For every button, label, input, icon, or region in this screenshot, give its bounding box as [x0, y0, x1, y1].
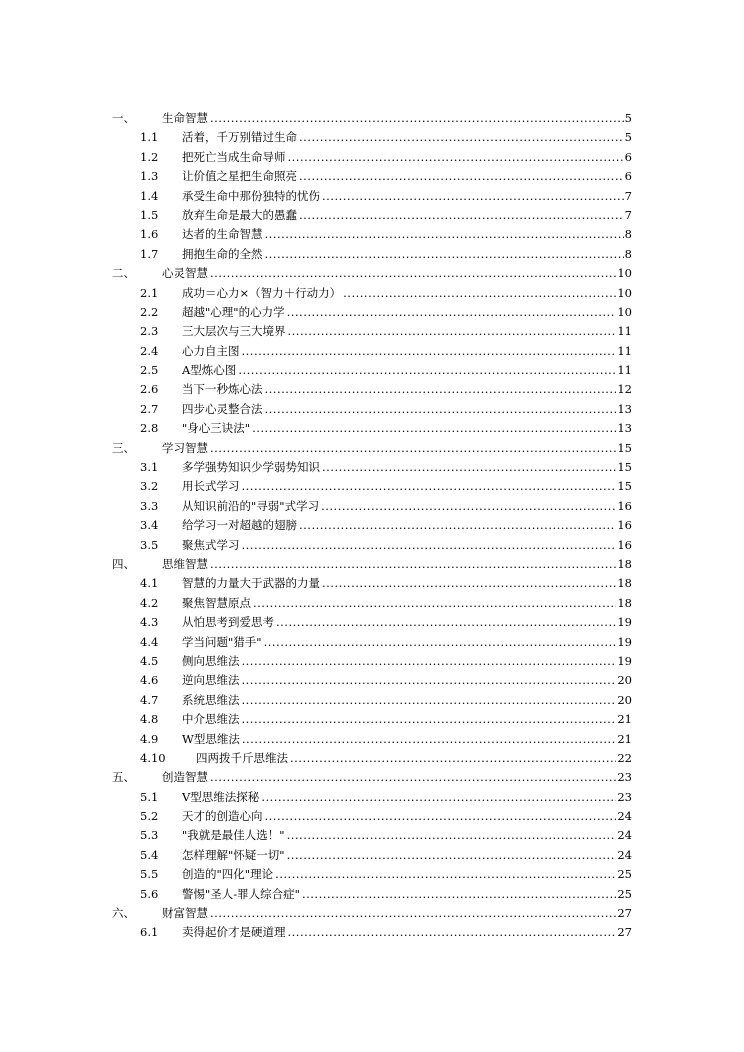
toc-entry-title: "我就是最佳人选！" [182, 828, 285, 843]
toc-page-number: 21 [617, 712, 632, 727]
toc-entry-title: 创造智慧 [162, 770, 208, 785]
dot-leader [299, 128, 624, 147]
toc-page-number: 11 [617, 363, 632, 378]
dot-leader [265, 400, 617, 419]
toc-page-number: 25 [617, 886, 632, 901]
toc-page-number: 25 [617, 867, 632, 882]
toc-section-entry[interactable] [112, 322, 632, 341]
toc-entry-number: 4.7 [140, 692, 159, 707]
toc-entry-number: 5.1 [140, 789, 159, 804]
toc-entry-title-line [182, 691, 632, 710]
toc-chapter-entry[interactable] [112, 904, 632, 923]
toc-entry-number: 2.8 [140, 421, 159, 436]
toc-entry-title-line [182, 322, 632, 341]
toc-chapter-entry[interactable] [112, 768, 632, 787]
toc-entry-title: "身心三诀法" [182, 421, 251, 436]
toc-page-number: 23 [617, 789, 632, 804]
toc-entry-number: 3.4 [140, 518, 159, 533]
toc-entry-number: 4.2 [140, 595, 159, 610]
toc-page-number: 11 [617, 324, 632, 339]
toc-section-entry[interactable] [112, 206, 632, 225]
dot-leader [287, 303, 617, 322]
toc-section-entry[interactable] [112, 419, 632, 438]
dot-leader [288, 923, 617, 942]
toc-section-entry[interactable] [112, 574, 632, 593]
dot-leader [290, 749, 616, 768]
dot-leader [242, 652, 617, 671]
toc-entry-number: 4.4 [140, 634, 159, 649]
toc-entry-title: 超越"心理"的心力学 [182, 304, 285, 319]
toc-entry-title-line [182, 613, 632, 632]
toc-entry-title: 警惕"圣人-罪人综合症" [182, 886, 300, 901]
toc-entry-title: 心灵智慧 [162, 266, 208, 281]
toc-entry-title: 四步心灵整合法 [182, 401, 263, 416]
toc-page-number: 22 [617, 750, 632, 765]
dot-leader [287, 826, 617, 845]
toc-page-number: 20 [617, 692, 632, 707]
toc-entry-title-line [182, 826, 632, 845]
toc-entry-number: 2.7 [140, 401, 159, 416]
dot-leader [299, 167, 624, 186]
toc-section-entry[interactable] [112, 380, 632, 399]
toc-section-entry[interactable] [112, 846, 632, 865]
toc-entry-title-line [182, 516, 632, 535]
toc-section-entry[interactable] [112, 652, 632, 671]
toc-page-number: 8 [624, 246, 632, 261]
toc-section-entry[interactable] [112, 361, 632, 380]
toc-page-number: 15 [617, 460, 632, 475]
toc-entry-title-line [182, 187, 632, 206]
toc-entry-number: 1.1 [140, 130, 159, 145]
toc-section-entry[interactable] [112, 536, 632, 555]
toc-page-number: 6 [624, 149, 632, 164]
toc-entry-title-line [182, 167, 632, 186]
dot-leader [302, 885, 616, 904]
dot-leader [276, 613, 616, 632]
dot-leader [343, 284, 616, 303]
toc-page-number: 21 [617, 731, 632, 746]
toc-section-entry[interactable] [112, 885, 632, 904]
toc-entry-title-line [182, 284, 632, 303]
toc-entry-number: 一、 [112, 111, 135, 125]
toc-page-number: 27 [617, 906, 632, 921]
toc-page-number: 18 [617, 576, 632, 591]
toc-entry-title-line [162, 768, 632, 787]
toc-entry-number: 5.3 [140, 828, 159, 843]
toc-entry-title-line [196, 749, 632, 768]
toc-page-number: 7 [624, 188, 632, 203]
toc-entry-number: 5.5 [140, 867, 159, 882]
toc-page-number: 5 [624, 111, 632, 125]
dot-leader [275, 865, 616, 884]
toc-entry-title: 成功＝心力×（智力＋行动力） [182, 285, 342, 300]
toc-entry-number: 6.1 [140, 925, 159, 940]
dot-leader [210, 555, 616, 574]
toc-entry-title: 从知识前沿的"寻弱"式学习 [182, 498, 320, 513]
toc-entry-title-line [182, 419, 632, 438]
toc-entry-title: 三大层次与三大境界 [182, 324, 286, 339]
dot-leader [238, 361, 616, 380]
toc-section-entry[interactable] [112, 807, 632, 826]
toc-entry-title: 聚焦式学习 [182, 537, 240, 552]
toc-page-number: 24 [617, 809, 632, 824]
toc-entry-title-line [162, 439, 632, 458]
toc-entry-title-line [182, 497, 632, 516]
toc-entry-title-line [182, 477, 632, 496]
toc-section-entry[interactable] [112, 749, 632, 768]
toc-entry-title-line [182, 730, 632, 749]
toc-entry-title-line [182, 225, 632, 244]
toc-entry-title-line [182, 245, 632, 264]
toc-section-entry[interactable] [112, 477, 632, 496]
toc-section-entry[interactable] [112, 671, 632, 690]
toc-entry-title-line [182, 342, 632, 361]
dot-leader [265, 245, 624, 264]
toc-section-entry[interactable] [112, 187, 632, 206]
toc-section-entry[interactable] [112, 691, 632, 710]
toc-entry-title: 创造的"四化"理论 [182, 867, 274, 882]
toc-entry-title: 用长式学习 [182, 479, 240, 494]
dot-leader [210, 264, 616, 283]
toc-section-entry[interactable] [112, 594, 632, 613]
toc-section-entry[interactable] [112, 788, 632, 807]
toc-entry-title: 多学强势知识少学弱势知识 [182, 460, 320, 475]
toc-entry-title: 逆向思维法 [182, 673, 240, 688]
dot-leader [321, 497, 616, 516]
toc-entry-title-line [182, 361, 632, 380]
toc-entry-number: 五、 [112, 770, 135, 785]
toc-section-entry[interactable] [112, 148, 632, 167]
toc-entry-number: 2.6 [140, 382, 159, 397]
dot-leader [242, 730, 617, 749]
toc-entry-title: 财富智慧 [162, 906, 208, 921]
toc-page-number: 16 [617, 498, 632, 513]
toc-page-number: 19 [617, 615, 632, 630]
toc-page-number: 10 [617, 285, 632, 300]
dot-leader [264, 633, 617, 652]
dot-leader [242, 710, 617, 729]
toc-entry-title-line [182, 400, 632, 419]
toc-entry-number: 3.3 [140, 498, 159, 513]
dot-leader [253, 594, 616, 613]
toc-entry-title: 让价值之星把生命照亮 [182, 169, 297, 184]
toc-entry-number: 1.4 [140, 188, 159, 203]
toc-chapter-entry[interactable] [112, 264, 632, 283]
toc-page-number: 15 [617, 440, 632, 455]
toc-section-entry[interactable] [112, 128, 632, 147]
dot-leader [299, 516, 616, 535]
toc-section-entry[interactable] [112, 826, 632, 845]
toc-section-entry[interactable] [112, 400, 632, 419]
dot-leader [210, 904, 616, 923]
toc-entry-number: 1.2 [140, 149, 159, 164]
toc-entry-title: V型思维法探秘 [182, 789, 260, 804]
toc-entry-title-line [182, 807, 632, 826]
toc-entry-title: 承受生命中那份独特的忧伤 [182, 188, 320, 203]
toc-entry-number: 2.2 [140, 304, 159, 319]
toc-entry-title-line [182, 633, 632, 652]
toc-entry-title-line [182, 865, 632, 884]
dot-leader [322, 458, 616, 477]
toc-entry-title-line [162, 904, 632, 923]
toc-section-entry[interactable] [112, 225, 632, 244]
dot-leader [242, 477, 617, 496]
toc-chapter-entry[interactable] [112, 439, 632, 458]
toc-page-number: 19 [617, 634, 632, 649]
toc-entry-title: 把死亡当成生命导师 [182, 149, 286, 164]
toc-entry-number: 2.4 [140, 343, 159, 358]
toc-section-entry[interactable] [112, 633, 632, 652]
dot-leader [210, 768, 616, 787]
toc-entry-title-line [182, 458, 632, 477]
toc-page-number: 24 [617, 828, 632, 843]
toc-entry-number: 四、 [112, 556, 135, 571]
toc-entry-title-line [162, 264, 632, 283]
toc-entry-number: 3.5 [140, 537, 159, 552]
toc-page-number: 7 [624, 207, 632, 222]
toc-entry-title: 系统思维法 [182, 692, 240, 707]
toc-entry-title: 聚焦智慧原点 [182, 595, 251, 610]
toc-entry-title-line [182, 885, 632, 904]
toc-section-entry[interactable] [112, 303, 632, 322]
toc-entry-number: 2.3 [140, 324, 159, 339]
toc-page-number: 6 [624, 169, 632, 184]
toc-section-entry[interactable] [112, 167, 632, 186]
toc-page-number: 24 [617, 847, 632, 862]
dot-leader [261, 788, 616, 807]
toc-entry-number: 5.6 [140, 886, 159, 901]
toc-page-number: 8 [624, 227, 632, 242]
toc-entry-title: 智慧的力量大于武器的力量 [182, 576, 320, 591]
toc-entry-number: 1.3 [140, 169, 159, 184]
toc-page-number: 15 [617, 479, 632, 494]
toc-entry-title-line [182, 303, 632, 322]
dot-leader [242, 691, 617, 710]
toc-entry-title: 学当问题"猎手" [182, 634, 262, 649]
toc-page-number: 18 [617, 556, 632, 571]
toc-entry-title-line [182, 380, 632, 399]
toc-page-number: 13 [617, 421, 632, 436]
toc-entry-number: 1.7 [140, 246, 159, 261]
toc-entry-title: 生命智慧 [162, 111, 208, 125]
toc-entry-number: 三、 [112, 440, 135, 455]
dot-leader [252, 419, 616, 438]
toc-section-entry[interactable] [112, 342, 632, 361]
toc-entry-number: 4.10 [140, 750, 166, 765]
table-of-contents [112, 109, 632, 943]
toc-entry-number: 4.9 [140, 731, 159, 746]
dot-leader [287, 846, 617, 865]
toc-entry-title: 中介思维法 [182, 712, 240, 727]
toc-entry-number: 2.1 [140, 285, 159, 300]
dot-leader [210, 439, 616, 458]
toc-entry-number: 1.5 [140, 207, 159, 222]
toc-entry-title-line [182, 652, 632, 671]
toc-entry-title: 从怕思考到爱思考 [182, 615, 274, 630]
toc-entry-number: 4.6 [140, 673, 159, 688]
toc-entry-number: 4.3 [140, 615, 159, 630]
toc-entry-title: 天才的创造心向 [182, 809, 263, 824]
toc-section-entry[interactable] [112, 710, 632, 729]
toc-entry-number: 4.1 [140, 576, 159, 591]
toc-entry-title: 心力自主图 [182, 343, 240, 358]
toc-section-entry[interactable] [112, 516, 632, 535]
toc-entry-title: 放弃生命是最大的愚蠢 [182, 207, 297, 222]
toc-entry-title: 四两拨千斤思维法 [196, 750, 288, 765]
toc-entry-number: 4.5 [140, 653, 159, 668]
toc-entry-title-line [182, 574, 632, 593]
dot-leader [299, 206, 624, 225]
toc-entry-title-line [182, 594, 632, 613]
toc-entry-title: 怎样理解"怀疑一切" [182, 847, 285, 862]
toc-entry-title: 当下一秒炼心法 [182, 382, 263, 397]
toc-page-number: 16 [617, 518, 632, 533]
toc-entry-title-line [162, 109, 632, 128]
toc-page-number: 16 [617, 537, 632, 552]
toc-entry-title-line [162, 555, 632, 574]
toc-entry-title-line [182, 846, 632, 865]
dot-leader [242, 342, 617, 361]
dot-leader [288, 322, 617, 341]
toc-page-number: 23 [617, 770, 632, 785]
toc-entry-number: 5.4 [140, 847, 159, 862]
toc-entry-title: 拥抱生命的全然 [182, 246, 263, 261]
toc-page-number: 12 [617, 382, 632, 397]
dot-leader [322, 187, 624, 206]
toc-page-number: 13 [617, 401, 632, 416]
toc-entry-number: 3.2 [140, 479, 159, 494]
toc-page-number: 11 [617, 343, 632, 358]
toc-section-entry[interactable] [112, 613, 632, 632]
toc-page-number: 19 [617, 653, 632, 668]
toc-entry-title: 思维智慧 [162, 556, 208, 571]
toc-page-number: 10 [617, 304, 632, 319]
dot-leader [242, 536, 617, 555]
dot-leader [288, 148, 624, 167]
toc-entry-title-line [182, 710, 632, 729]
toc-entry-number: 2.5 [140, 363, 159, 378]
toc-entry-title: 活着，千万别错过生命 [182, 130, 297, 145]
toc-page-number: 18 [617, 595, 632, 610]
toc-entry-title: A型炼心图 [182, 363, 237, 378]
toc-section-entry[interactable] [112, 923, 632, 942]
toc-entry-title: 卖得起价才是硬道理 [182, 925, 286, 940]
toc-section-entry[interactable] [112, 497, 632, 516]
toc-section-entry[interactable] [112, 284, 632, 303]
toc-entry-number: 3.1 [140, 460, 159, 475]
toc-entry-number: 二、 [112, 266, 135, 281]
toc-page-number: 10 [617, 266, 632, 281]
toc-section-entry[interactable] [112, 865, 632, 884]
toc-entry-title: 达者的生命智慧 [182, 227, 263, 242]
toc-page-number: 27 [617, 925, 632, 940]
toc-entry-title: 学习智慧 [162, 440, 208, 455]
toc-page-number: 5 [624, 130, 632, 145]
toc-entry-title: W型思维法 [182, 731, 240, 746]
toc-section-entry[interactable] [112, 245, 632, 264]
toc-entry-title-line [182, 206, 632, 225]
toc-entry-number: 4.8 [140, 712, 159, 727]
toc-entry-title-line [182, 128, 632, 147]
toc-entry-title: 侧向思维法 [182, 653, 240, 668]
toc-entry-title-line [182, 671, 632, 690]
toc-chapter-entry[interactable] [112, 555, 632, 574]
dot-leader [265, 380, 617, 399]
toc-entry-number: 5.2 [140, 809, 159, 824]
toc-entry-title: 给学习一对超越的翅膀 [182, 518, 297, 533]
toc-entry-number: 1.6 [140, 227, 159, 242]
toc-entry-title-line [182, 536, 632, 555]
toc-entry-title-line [182, 788, 632, 807]
toc-chapter-entry[interactable] [112, 109, 632, 128]
toc-section-entry[interactable] [112, 458, 632, 477]
toc-page-number: 20 [617, 673, 632, 688]
dot-leader [242, 671, 617, 690]
dot-leader [322, 574, 616, 593]
dot-leader [210, 109, 624, 128]
toc-entry-title-line [182, 148, 632, 167]
toc-section-entry[interactable] [112, 730, 632, 749]
dot-leader [265, 807, 617, 826]
toc-entry-title-line [182, 923, 632, 942]
toc-entry-number: 六、 [112, 906, 135, 921]
dot-leader [265, 225, 624, 244]
